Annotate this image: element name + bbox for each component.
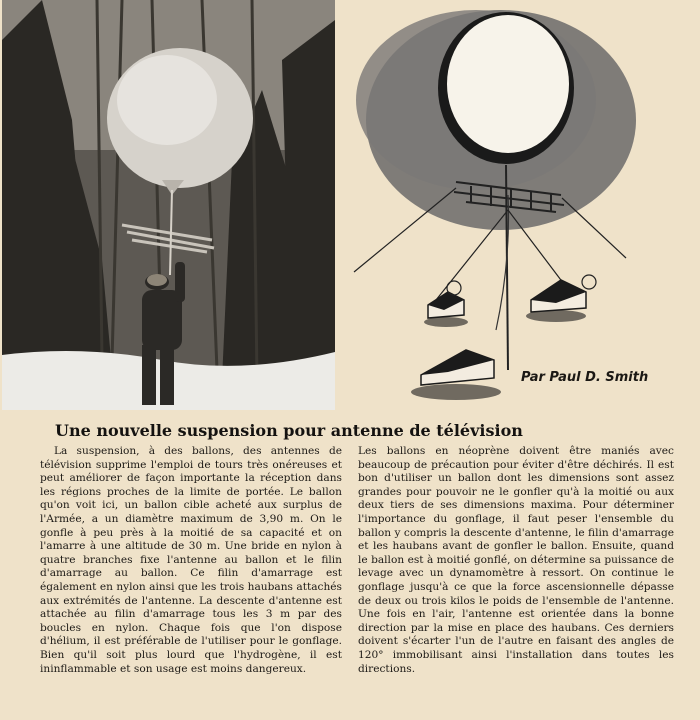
byline: Par Paul D. Smith xyxy=(521,370,649,385)
article-column-left xyxy=(40,445,342,676)
antenna-illustration-drawing xyxy=(336,0,700,410)
article-headline: Une nouvelle suspension pour antenne de télévision xyxy=(55,421,523,440)
article-column-right xyxy=(358,445,674,676)
antenna-illustration xyxy=(336,0,700,410)
balloon-photo xyxy=(2,0,335,410)
article-paragraph: La suspension, à des ballons, des antennes de télévision supprime l'emploi de tours très onéreuses et peut améliorer de façon importante la réception dans les régions proches de la limite de portée. Le ballon qu'on voit ici, un ballon cible acheté aux surplus de l'Armée, a un diamètre maximum de 3,90 m. On le gonfle à peu près à la moitié de sa capacité et on l'amarre à une altitude de 30 m. Une bride en nylon à quatre branches fixe l'antenne au ballon et le filin d'amarrage au ballon. Ce filin d'amarrage est également en nylon ainsi que les trois haubans attachés aux extrémités de l'antenne. La descente d'antenne est attachée au filin d'amarrage tous les 3 m par des boucles en nylon. Chaque fois que l'on dispose d'hélium, il est préférable de l'utiliser pour le gonflage. Bien qu'il soit plus lourd que l'hydrogène, il est ininflammable et son usage est moins dangereux. xyxy=(40,445,342,675)
article-paragraph: Les ballons en néoprène doivent être maniés avec beaucoup de précaution pour éviter d'être déchirés. Il est bon d'utiliser un ballon dont les dimensions sont assez grandes pour pouvoir ne le gonfler qu'à la moitié ou aux deux tiers de ses dimensions maxima. Pour déterminer l'importance du gonflage, il faut peser l'ensemble du ballon y compris la descente d'antenne, le filin d'amarrage et les haubans avant de gonfler le ballon. Ensuite, quand le ballon est à moitié gonflé, on détermine sa puissance de levage avec un dynamomètre à ressort. On continue le gonflage jusqu'à ce que la force ascensionnelle dépasse de deux ou trois kilos le poids de l'ensemble de l'antenne. Une fois en l'air, l'antenne est orientée dans la bonne direction par la mise en place des haubans. Ces derniers doivent s'écarter l'un de l'autre en faisant des angles de 120° immobilisant ainsi l'installation dans toutes les directions. xyxy=(358,445,674,675)
balloon-photo-drawing xyxy=(2,0,335,410)
